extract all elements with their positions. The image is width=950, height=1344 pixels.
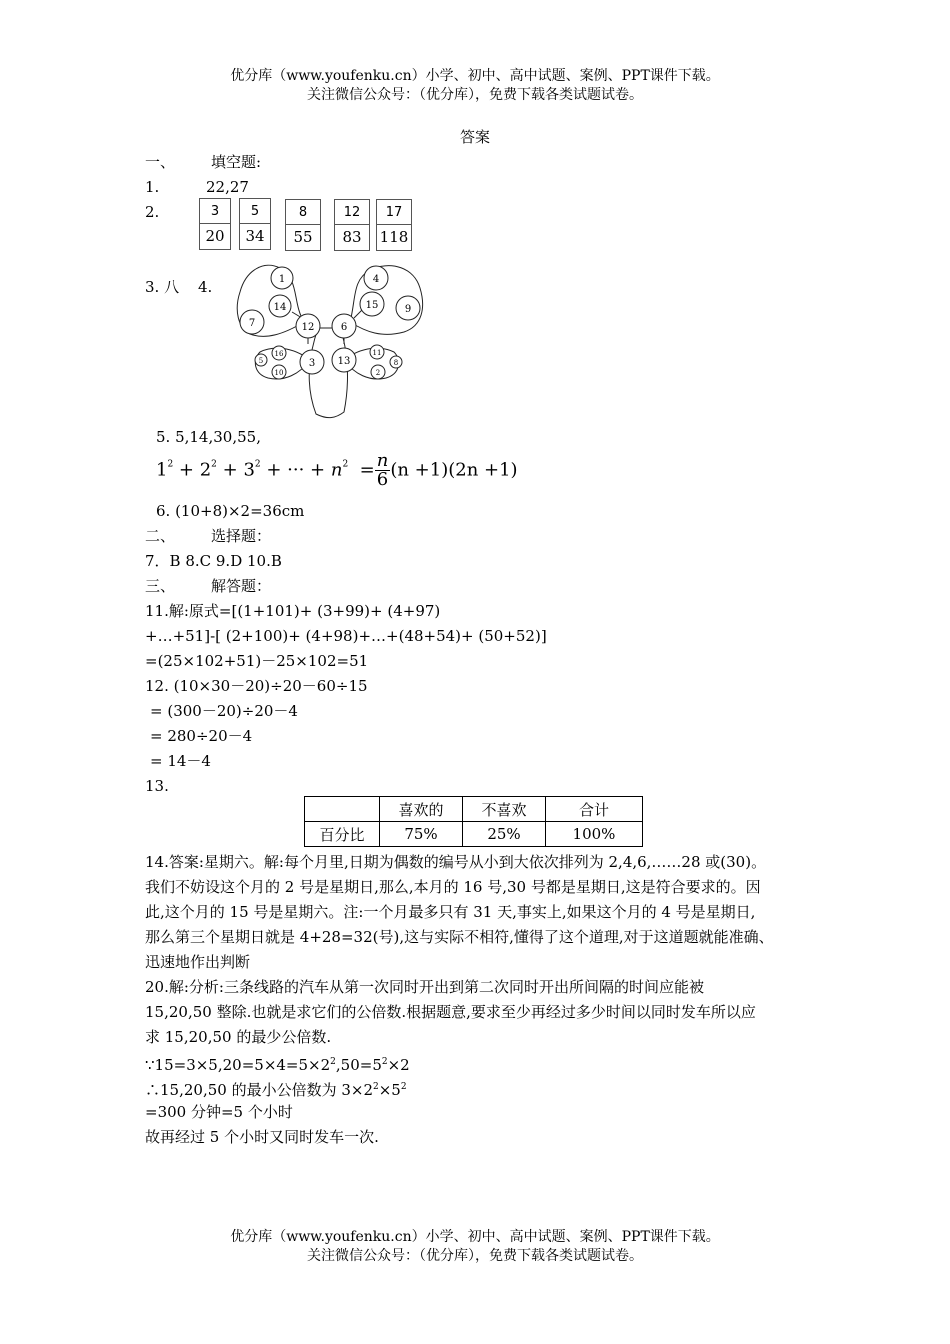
- page-title: 答案: [459, 128, 490, 146]
- node-label: 5: [258, 357, 264, 365]
- q12-line: = (300－20)÷20－4: [150, 702, 298, 720]
- choice-answers: 7．B 8.C 9.D 10.B: [145, 552, 282, 570]
- butterfly-diagram: [232, 262, 432, 422]
- q20-text: ,50=5: [335, 1056, 382, 1074]
- formula-right: (n +1)(2n +1): [390, 459, 518, 481]
- table-cell: 合计: [546, 797, 643, 822]
- q3-answer: 3. 八: [145, 278, 180, 296]
- percentage-table: [304, 796, 643, 847]
- formula-term: 1: [156, 459, 168, 481]
- q20-line: [145, 1052, 410, 1075]
- table-cell: 百分比: [305, 822, 380, 847]
- box-bottom: 83: [342, 228, 362, 246]
- q20-text: ∴15,20,50 的最小公倍数为 3×2: [145, 1081, 373, 1099]
- sum-of-squares-formula: $1^2 + 2^2 + 3^2$ + ··· + $n^2$ = $\frac{n}{6}$ (n +1)(2n +1): [156, 450, 518, 490]
- table-cell: [305, 797, 380, 822]
- question-number: 1.: [145, 178, 160, 196]
- question-number: 2.: [145, 203, 160, 221]
- section-label: 填空题:: [211, 153, 262, 171]
- table-cell: 75%: [380, 822, 463, 847]
- q20-line: 15,20,50 整除.也就是求它们的公倍数.根据题意,要求至少再经过多少时间以同时发车所以应: [145, 1003, 756, 1021]
- footer-line-2: 关注微信公众号：（优分库），免费下载各类试题试卷。: [307, 1248, 643, 1264]
- node-label: 7: [248, 318, 256, 329]
- node-label: 4: [372, 274, 380, 285]
- table-cell: 100%: [546, 822, 643, 847]
- q20-line: 求 15,20,50 的最少公倍数.: [145, 1028, 332, 1046]
- node-label: 15: [365, 300, 379, 311]
- number-box: [334, 199, 370, 251]
- table-cell: 25%: [463, 822, 546, 847]
- formula-exponent: 2: [254, 459, 261, 470]
- formula-term: 2: [199, 459, 212, 481]
- node-label: 2: [375, 369, 381, 377]
- section-number: 二、: [145, 527, 176, 545]
- table-cell: 不喜欢: [463, 797, 546, 822]
- box-bottom: 118: [379, 228, 409, 246]
- q11-line: +…+51]-[ (2+100)+ (4+98)+…+(48+54)+ (50+52)]: [145, 627, 547, 645]
- q20-line: 故再经过 5 个小时又同时发车一次.: [145, 1128, 379, 1146]
- node-label: 6: [340, 322, 348, 333]
- box-bottom: 55: [293, 228, 313, 246]
- formula-fraction: [375, 452, 391, 489]
- q14-line: 迅速地作出判断: [145, 953, 251, 971]
- box-top: 8: [286, 202, 320, 225]
- superscript: 2: [400, 1082, 407, 1092]
- section-label: 解答题：: [211, 577, 272, 595]
- node-label: 16: [274, 350, 284, 358]
- formula-exponent: 2: [167, 459, 174, 470]
- formula-dots: + ··· +: [266, 459, 326, 481]
- superscript: 2: [381, 1057, 388, 1067]
- header-line-1: 优分库（www.youfenku.cn）小学、初中、高中试题、案例、PPT课件下载。: [230, 68, 720, 84]
- table-cell: 喜欢的: [380, 797, 463, 822]
- box-bottom: 34: [245, 227, 265, 245]
- q20-text: ×2: [387, 1056, 410, 1074]
- question-number: 13.: [145, 777, 169, 795]
- number-box: [376, 199, 412, 251]
- box-top: 17: [377, 202, 411, 225]
- q6-answer: 6. (10+8)×2=36cm: [156, 502, 305, 520]
- node-label: 8: [393, 359, 399, 367]
- q20-text: ∵15=3×5,20=5×4=5×2: [145, 1056, 331, 1074]
- q12-line: 12. (10×30－20)÷20－60÷15: [145, 677, 368, 695]
- q20-line: 20.解:分析:三条线路的汽车从第一次同时开出到第二次同时开出所间隔的时间应能被: [145, 978, 704, 996]
- q14-line: 我们不妨设这个月的 2 号是星期日,那么,本月的 16 号,30 号都是星期日,这是符合要求的。因: [145, 878, 761, 896]
- superscript: 2: [373, 1082, 379, 1092]
- section-label: 选择题：: [211, 527, 272, 545]
- section-number: 一、: [145, 153, 176, 171]
- q20-text: ×5: [378, 1081, 401, 1099]
- table-row: [305, 822, 643, 847]
- section-number: 三、: [145, 577, 176, 595]
- q14-line: 14.答案:星期六。解:每个月里,日期为偶数的编号从小到大依次排列为 2,4,6,……28 或(30)。: [145, 853, 767, 871]
- node-label: 9: [404, 304, 412, 315]
- node-label: 12: [301, 322, 315, 333]
- node-label: 1: [278, 274, 286, 285]
- node-label: 10: [274, 369, 284, 377]
- formula-n: n: [330, 459, 343, 481]
- q20-line: =300 分钟=5 个小时: [145, 1103, 293, 1121]
- fraction-denominator: 6: [376, 469, 389, 490]
- question-number: 4.: [198, 278, 213, 296]
- box-bottom: 20: [205, 227, 225, 245]
- q11-line: =(25×102+51)－25×102=51: [145, 652, 369, 670]
- formula-exponent: 2: [211, 459, 217, 470]
- table-header-row: [305, 797, 643, 822]
- box-top: 3: [200, 201, 230, 224]
- q11-line: 11.解:原式=[(1+101)+ (3+99)+ (4+97): [145, 602, 441, 620]
- number-box: [239, 198, 271, 250]
- box-top: 5: [240, 201, 270, 224]
- number-box: [285, 199, 321, 251]
- answer-text: 22,27: [206, 178, 249, 196]
- superscript: 2: [330, 1057, 336, 1067]
- formula-exponent: 2: [342, 459, 349, 470]
- fraction-numerator: n: [376, 450, 389, 471]
- formula-term: 3: [243, 459, 255, 481]
- header-line-2: 关注微信公众号：（优分库），免费下载各类试题试卷。: [307, 87, 643, 103]
- q14-line: 此,这个月的 15 号是星期六。注:一个月最多只有 31 天,事实上,如果这个月的 4 号是星期日,: [145, 903, 756, 921]
- q12-line: = 280÷20－4: [150, 727, 253, 745]
- footer-line-1: 优分库（www.youfenku.cn）小学、初中、高中试题、案例、PPT课件下载。: [230, 1229, 720, 1245]
- q14-line: 那么第三个星期日就是 4+28=32(号),这与实际不相符,懂得了这个道理,对于这道题就能准确、: [145, 928, 774, 946]
- q5-answer: 5. 5,14,30,55,: [156, 428, 261, 446]
- box-top: 12: [335, 202, 369, 225]
- number-box: [199, 198, 231, 250]
- node-label: 13: [337, 356, 351, 367]
- q12-line: = 14－4: [150, 752, 211, 770]
- node-label: 14: [273, 302, 287, 313]
- node-label: 11: [372, 349, 382, 357]
- q20-line: [145, 1077, 407, 1100]
- node-label: 3: [308, 358, 316, 369]
